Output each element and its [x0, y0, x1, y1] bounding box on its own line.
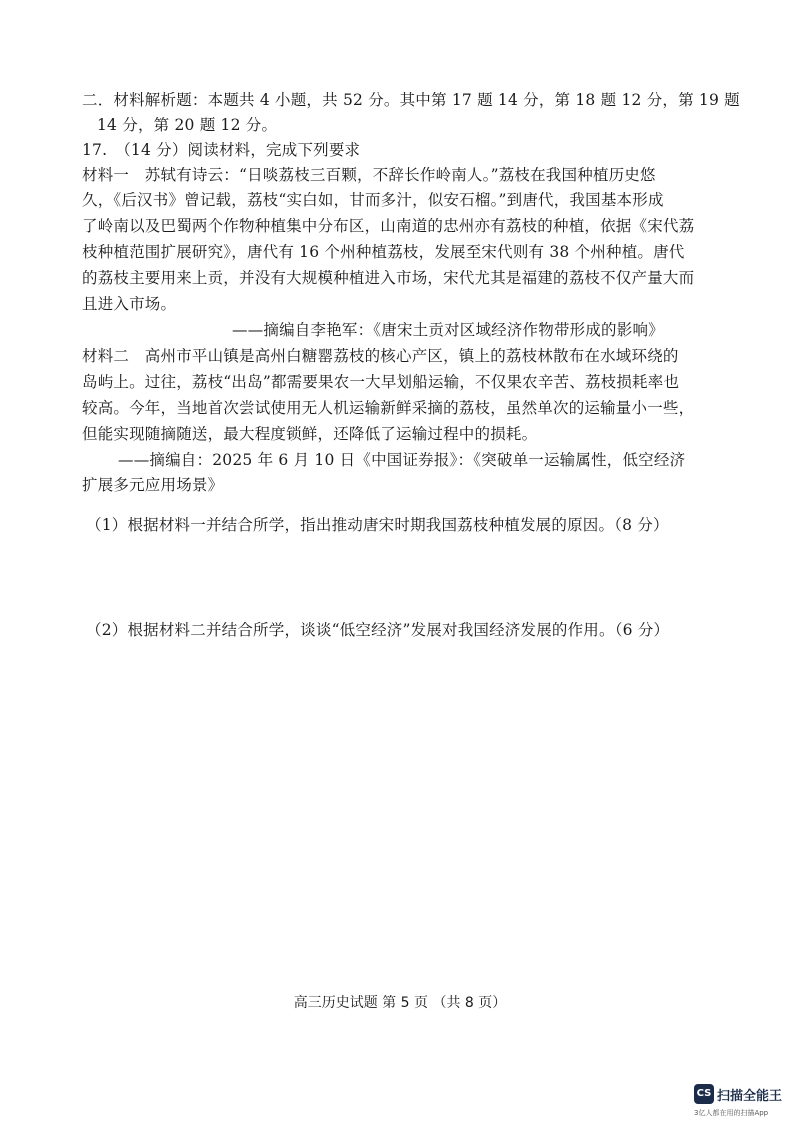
material-1-line-6: 且进入市场。	[82, 295, 177, 313]
question-17-header: 17. （14 分）阅读材料，完成下列要求	[82, 141, 361, 159]
material-1-line-3: 了岭南以及巴蜀两个作物种植集中分布区，山南道的忠州亦有荔枝的种植，依据《宋代荔	[82, 217, 695, 235]
material-1-line-1: 材料一 苏轼有诗云：“日啖荔枝三百颗，不辞长作岭南人。”荔枝在我国种植历史悠	[82, 166, 656, 184]
material-1-line-2: 久，《后汉书》曾记载，荔枝“实白如，甘而多汁，似安石榴。”到唐代，我国基本形成	[82, 191, 664, 209]
material-2-line-4: 但能实现随摘随送，最大程度锁鲜，还降低了运输过程中的损耗。	[82, 425, 538, 443]
watermark-tagline: 3亿人都在用的扫描App	[694, 1109, 769, 1117]
material-2-line-2: 岛屿上。过往，荔枝“出岛”都需要果农一大早划船运输，不仅果农辛苦、荔枝损耗率也	[82, 373, 680, 391]
material-1-source: ——摘编自李艳军：《唐宋土贡对区域经济作物带形成的影响》	[232, 321, 664, 339]
material-2-line-3: 较高。今年，当地首次尝试使用无人机运输新鲜采摘的荔枝，虽然单次的运输量小一些，	[82, 399, 695, 417]
material-2-source-line-2: 扩展多元应用场景》	[82, 476, 224, 494]
section-header-line-2: 14 分，第 20 题 12 分。	[97, 116, 278, 134]
watermark-app-name: 扫描全能王	[717, 1089, 783, 1104]
scanner-watermark	[694, 1084, 794, 1124]
material-1-line-4: 枝种植范围扩展研究》，唐代有 16 个州种植荔枝，发展至宋代则有 38 个州种植。唐代	[82, 243, 685, 261]
page-footer: 高三历史试题 第 5 页 （共 8 页）	[293, 995, 507, 1011]
material-2-source-line-1: ——摘编自：2025 年 6 月 10 日《中国证券报》：《突破单一运输属性，低空经济	[118, 451, 686, 469]
material-2-line-1: 材料二 高州市平山镇是高州白糖罂荔枝的核心产区，镇上的荔枝林散布在水域环绕的	[82, 347, 679, 365]
camscanner-logo-icon: CS	[694, 1084, 714, 1104]
sub-question-2: （2）根据材料二并结合所学，谈谈“低空经济”发展对我国经济发展的作用。（6 分）	[86, 621, 670, 639]
sub-question-1: （1）根据材料一并结合所学，指出推动唐宋时期我国荔枝种植发展的原因。（8 分）	[86, 516, 669, 534]
material-1-line-5: 的荔枝主要用来上贡，并没有大规模种植进入市场，宋代尤其是福建的荔枝不仅产量大而	[82, 269, 695, 287]
section-header-line-1: 二．材料解析题：本题共 4 小题，共 52 分。其中第 17 题 14 分，第 18 题 12 分，第 19 题	[82, 91, 740, 109]
